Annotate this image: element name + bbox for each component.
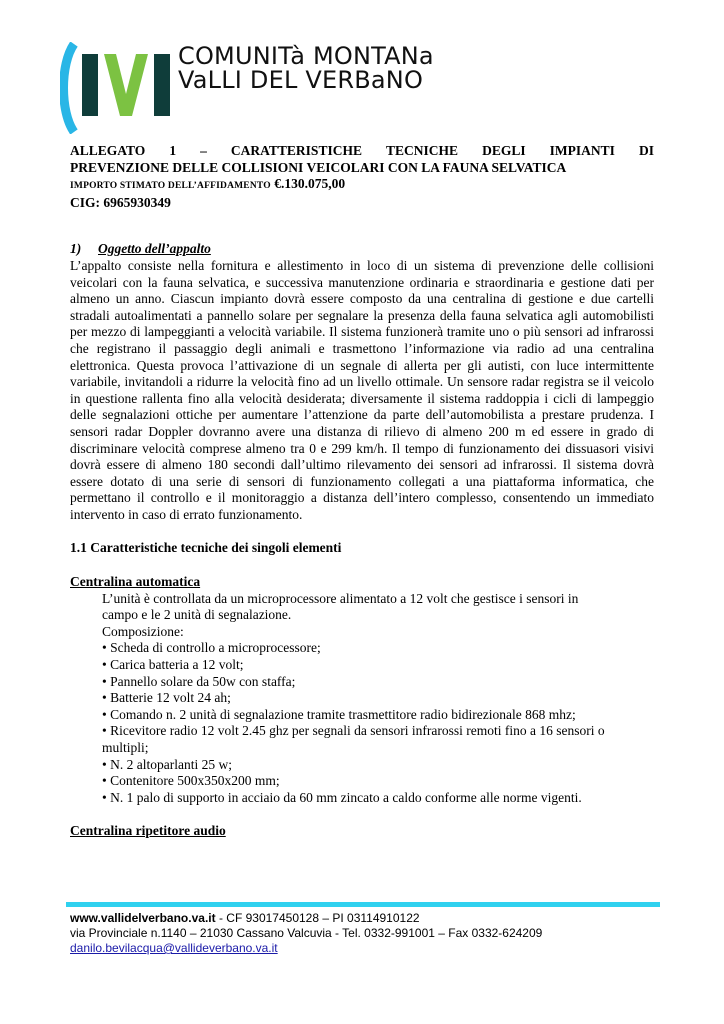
centralina-heading: Centralina automatica <box>70 574 201 590</box>
centralina-intro-line2: campo e le 2 unità di segnalazione. <box>102 607 292 623</box>
importo-line <box>70 176 654 195</box>
title-word: CARATTERISTICHE <box>230 143 362 158</box>
section1-number: 1) <box>70 241 82 257</box>
organization-name-line2: VaLLI DEL VERBaNO <box>178 66 424 94</box>
title-word: TECNICHE <box>386 143 459 158</box>
list-item: • N. 2 altoparlanti 25 w; <box>102 756 232 772</box>
list-item: • Pannello solare da 50w con staffa; <box>102 673 296 689</box>
importo-label: IMPORTO STIMATO DELL’AFFIDAMENTO <box>70 181 271 192</box>
title-word: 1 <box>169 143 177 158</box>
section1-body: L’appalto consiste nella fornitura e allestimento in loco di un sistema di prevenzione delle collisioni veicolari con la fauna selvatica, e successiva manutenzione ordinaria e straordinaria e gestione dati per almeno un anno. Ciascun impianto dovrà essere composto da una centralina di gestione e due cartelli stradali autoalimentati a pannello solare per segnalare la presenza della fauna selvatica agli automobilisti per mezzo di lampeggianti a velocità variabile. Il sistema funzionerà tramite uno o più sensori ad infrarossi che registrano il passaggio degli animali e trasmettono l’informazione via radio ad una centralina elettronica. Questa provoca l’attivazione di un segnale di allerta per gli autisti, con luce intermittente variabile, invitandoli a ridurre la velocità fino ad un livello ottimale. Un sensore radar registra se il veicolo in questione rallenta fino alla velocità desiderata; diversamente il sistema raddoppia i cicli di lampeggio delle segnalazioni ottiche per aumentare l’attenzione da parte dell’automobilista a prestare prudenza. I sensori radar Doppler dovranno avere una distanza di rilievo di almeno 200 m ed essere in grado di discriminare velocità comprese almeno tra 0 e 299 km/h. Il tempo di funzionamento dei dissuasori visivi dovrà essere di almeno 180 secondi dall’ultimo rilevamento dei sensori ad infrarossi. Il sistema dovrà essere dotato di una serie di sensori di funzionamento collegati a una piattaforma informatica, che permettano il controllo e il monitoraggio a distanza dell’intero complesso, consentendo un immediato intervento in caso di errato funzionamento. <box>70 257 654 522</box>
centralina-description <box>70 591 654 807</box>
centralina-intro-line1: L’unità è controllata da un microprocessore alimentato a 12 volt che gestisce i sensori in <box>102 590 579 606</box>
organization-name <box>178 44 434 92</box>
section1-title: Oggetto dell’appalto <box>98 241 211 257</box>
title-line2: PREVENZIONE DELLE COLLISIONI VEICOLARI CON LA FAUNA SELVATICA <box>70 159 567 175</box>
list-item: • Carica batteria a 12 volt; <box>102 657 244 673</box>
cmvv-logo-icon <box>60 42 180 134</box>
section1-heading <box>70 241 654 258</box>
title-word: ALLEGATO <box>70 143 146 158</box>
footer-line1 <box>70 911 542 926</box>
composizione-label: Composizione: <box>102 623 184 639</box>
ripetitore-heading: Centralina ripetitore audio <box>70 823 226 839</box>
title-word: – <box>200 143 207 158</box>
title-word: IMPIANTI <box>549 143 615 158</box>
footer <box>70 911 542 956</box>
cig-code: CIG: 6965930349 <box>70 194 171 210</box>
document-title <box>70 143 654 195</box>
importo-value: €.130.075,00 <box>274 176 346 192</box>
list-item: • Scheda di controllo a microprocessore; <box>102 640 321 656</box>
footer-address: via Provinciale n.1140 – 21030 Cassano Valcuvia - Tel. 0332-991001 – Fax 0332-624209 <box>70 926 543 940</box>
list-item: • Ricevitore radio 12 volt 2.45 ghz per segnali da sensori infrarossi remoti fino a 16 sensori o multipli; <box>102 723 605 755</box>
list-item: • Batterie 12 volt 24 ah; <box>102 690 231 706</box>
list-item: • Contenitore 500x350x200 mm; <box>102 773 280 789</box>
organization-name-line1: COMUNITà MONTANa <box>178 42 434 70</box>
title-word: DI <box>638 143 654 158</box>
section11-heading: 1.1 Caratteristiche tecniche dei singoli elementi <box>70 540 342 556</box>
list-item: • N. 1 palo di supporto in acciaio da 60 mm zincato a caldo conforme alle norme vigenti. <box>102 789 582 805</box>
title-word: DEGLI <box>482 143 526 158</box>
list-item: • Comando n. 2 unità di segnalazione tramite trasmettitore radio bidirezionale 868 mhz; <box>102 706 576 722</box>
fiscal-codes: - CF 93017450128 – PI 03114910122 <box>215 911 420 925</box>
website-link[interactable]: www.vallidelverbano.va.it <box>70 911 216 925</box>
document-body <box>70 143 654 840</box>
email-link[interactable]: danilo.bevilacqua@vallideverbano.va.it <box>70 941 278 955</box>
title-line1 <box>70 143 654 160</box>
footer-divider <box>66 902 660 907</box>
